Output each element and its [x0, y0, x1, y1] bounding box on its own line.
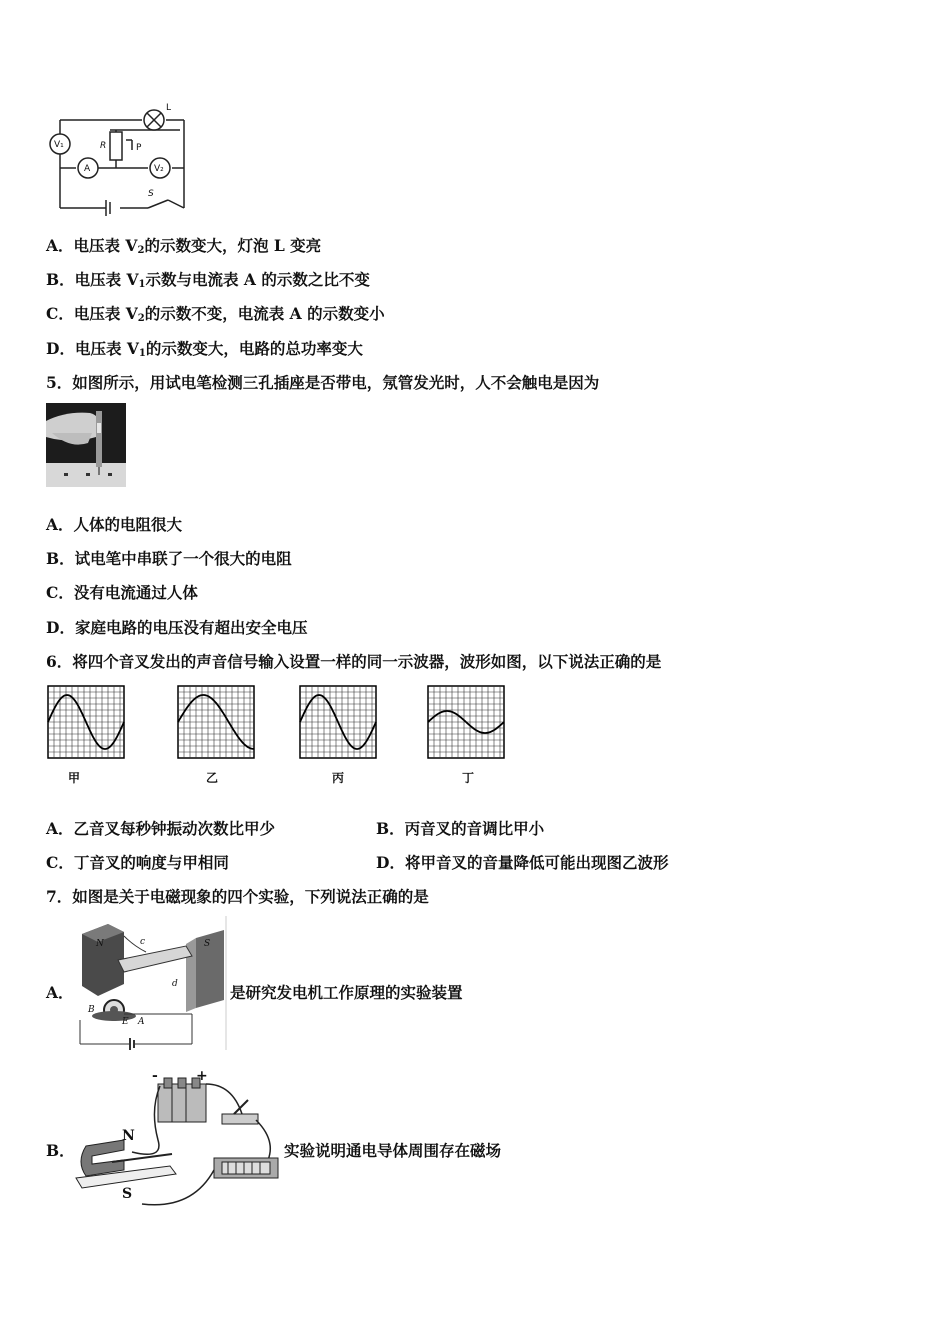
q5-option-c: C．没有电流通过人体 [46, 583, 198, 602]
fig-b-plus: + [196, 1070, 208, 1084]
oscilloscope-yi [176, 684, 256, 760]
fig-a-e: E [122, 1017, 129, 1027]
fig-b-s: S [122, 1186, 133, 1202]
oscilloscope-ding [426, 684, 506, 760]
scope-label-bing: 丙 [332, 771, 345, 785]
lamp-label: L [166, 103, 172, 113]
q5-option-d: D．家庭电路的电压没有超出安全电压 [46, 618, 308, 637]
q4-option-b: B．电压表 $V_1$示数与电流表 A 的示数之比不变 [46, 270, 370, 290]
ammeter-label: A [84, 164, 91, 174]
fig-b-n: N [122, 1128, 135, 1144]
fig-a-a: A [138, 1017, 145, 1027]
resistor [110, 132, 122, 160]
scope-label-yi: 乙 [206, 771, 219, 785]
scope-label-jia: 甲 [68, 771, 81, 785]
scope-label-ding: 丁 [462, 771, 475, 785]
q6-option-c: C．丁音叉的响度与甲相同 [46, 853, 229, 872]
switch-label: S [148, 189, 154, 199]
generator-motor-apparatus [74, 916, 230, 1050]
q6-option-d: D．将甲音叉的音量降低可能出现图乙波形 [376, 853, 669, 872]
q7-option-b-text: 实验说明通电导体周围存在磁场 [284, 1141, 502, 1160]
q7-option-b-letter: B． [46, 1141, 75, 1160]
circuit-diagram [44, 100, 194, 216]
q6-option-b: B．丙音叉的音调比甲小 [376, 819, 545, 838]
fig-b-minus: - [152, 1070, 158, 1084]
slider-label: P [136, 143, 142, 153]
q7-option-a-letter: A． [46, 983, 74, 1002]
oscilloscope-bing [298, 684, 378, 760]
q6-option-a: A．乙音叉每秒钟振动次数比甲少 [46, 819, 276, 838]
fig-a-n: N [96, 939, 104, 949]
q4-option-d: D．电压表 $V_1$的示数变大，电路的总功率变大 [46, 339, 363, 359]
resistor-label: R [100, 141, 107, 151]
q4-option-a: A．电压表 $V_2$的示数变大，灯泡 L 变亮 [46, 236, 322, 256]
fig-a-d: d [172, 979, 178, 989]
q5-option-b: B．试电笔中串联了一个很大的电阻 [46, 549, 292, 568]
v1-label: V₁ [54, 140, 64, 150]
q7-stem: 7．如图是关于电磁现象的四个实验，下列说法正确的是 [46, 887, 429, 906]
oscilloscope-jia [46, 684, 126, 760]
fig-a-c: c [140, 937, 146, 947]
test-pen-photo [46, 403, 126, 487]
q5-option-a: A．人体的电阻很大 [46, 515, 183, 534]
fig-a-b: B [88, 1005, 95, 1015]
v2-label: V₂ [154, 164, 164, 174]
fig-a-s: S [204, 939, 211, 949]
q4-option-c: C．电压表 $V_2$的示数不变，电流表 A 的示数变小 [46, 304, 385, 324]
q7-option-a-text: 是研究发电机工作原理的实验装置 [230, 983, 463, 1002]
q6-stem: 6．将四个音叉发出的声音信号输入设置一样的同一示波器，波形如图，以下说法正确的是 [46, 652, 662, 671]
q5-stem: 5．如图所示，用试电笔检测三孔插座是否带电，氖管发光时，人不会触电是因为 [46, 373, 600, 392]
electromagnet-apparatus [72, 1070, 286, 1214]
